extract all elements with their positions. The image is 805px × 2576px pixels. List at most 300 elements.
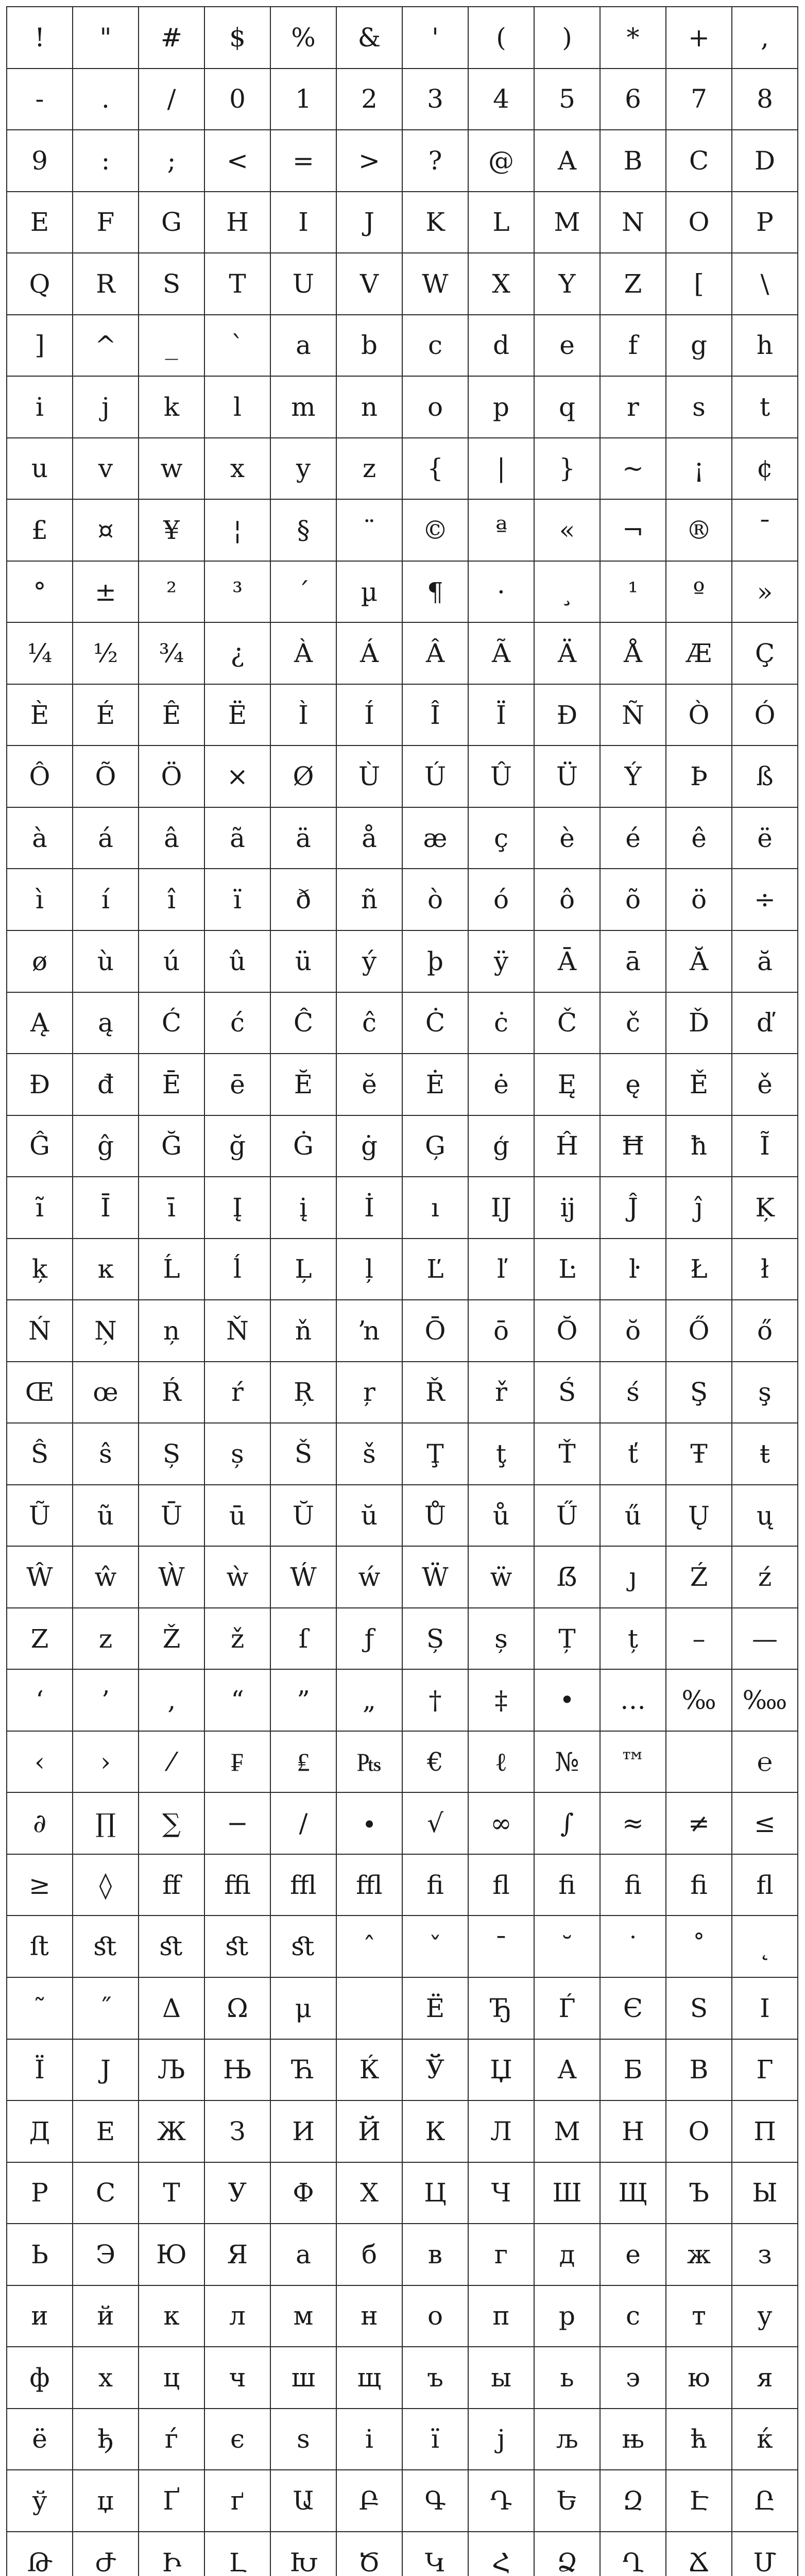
glyph-cell: Â [403, 623, 469, 685]
glyph-cell: o [403, 377, 469, 438]
glyph-cell: R [73, 253, 139, 315]
glyph-cell: Ŗ [271, 1362, 337, 1424]
glyph-cell: Ծ [337, 2532, 403, 2576]
glyph-cell: М [535, 2101, 601, 2163]
glyph-cell: Ĩ [732, 1116, 798, 1178]
glyph-cell: ẁ [205, 1547, 271, 1608]
glyph-cell: û [205, 931, 271, 993]
glyph-cell: 1 [271, 69, 337, 131]
glyph-cell: Ђ [469, 1978, 535, 2040]
glyph-cell: ķ [7, 1239, 73, 1301]
glyph-cell: Ș [139, 1423, 205, 1485]
glyph-cell: 9 [7, 130, 73, 192]
glyph-cell: ó [469, 869, 535, 931]
glyph-cell: ī [139, 1177, 205, 1239]
glyph-cell: P [732, 192, 798, 254]
glyph-cell: ѕ [271, 2409, 337, 2471]
glyph-cell: Ã [469, 623, 535, 685]
glyph-cell: Ĥ [535, 1116, 601, 1178]
glyph-cell: Г [732, 2040, 798, 2102]
glyph-cell: ´ [271, 562, 337, 623]
glyph-cell: ċ [469, 993, 535, 1055]
glyph-cell: Ë [205, 685, 271, 747]
glyph-cell: Է [666, 2470, 732, 2532]
glyph-cell: " [73, 7, 139, 69]
glyph-cell: ș [469, 1608, 535, 1670]
glyph-cell: $ [205, 7, 271, 69]
glyph-cell: € [403, 1732, 469, 1793]
glyph-cell: Բ [337, 2470, 403, 2532]
glyph-cell: ‱ [732, 1670, 798, 1732]
glyph-cell: Ĝ [7, 1116, 73, 1178]
glyph-cell: п [469, 2286, 535, 2348]
glyph-cell: ¿ [205, 623, 271, 685]
glyph-cell: Ž [139, 1608, 205, 1670]
glyph-cell: F [73, 192, 139, 254]
glyph-cell: ⁄ [139, 1732, 205, 1793]
glyph-cell: 5 [535, 69, 601, 131]
glyph-cell: N [601, 192, 666, 254]
glyph-cell: á [73, 808, 139, 870]
glyph-cell: Ї [7, 2040, 73, 2102]
glyph-cell: ℮ [732, 1732, 798, 1793]
glyph-cell: ë [732, 808, 798, 870]
glyph-cell: Մ [732, 2532, 798, 2576]
glyph-cell: ≠ [666, 1793, 732, 1855]
glyph-cell: Ы [732, 2163, 798, 2225]
glyph-cell: ĵ [666, 1177, 732, 1239]
glyph-cell: ñ [337, 869, 403, 931]
glyph-cell: Љ [139, 2040, 205, 2102]
glyph-cell: É [73, 685, 139, 747]
glyph-cell: Ź [666, 1547, 732, 1608]
glyph-cell: ŀ [601, 1239, 666, 1301]
glyph-cell: 3 [403, 69, 469, 131]
glyph-cell: + [666, 7, 732, 69]
glyph-cell: Ĵ [601, 1177, 666, 1239]
glyph-cell: 2 [337, 69, 403, 131]
glyph-cell: Ŕ [139, 1362, 205, 1424]
glyph-cell: k [139, 377, 205, 438]
glyph-cell: Ъ [666, 2163, 732, 2225]
glyph-cell: р [535, 2286, 601, 2348]
glyph-cell: ћ [666, 2409, 732, 2471]
glyph-cell: ф [7, 2347, 73, 2409]
glyph-cell: ² [139, 562, 205, 623]
glyph-cell: Ĉ [271, 993, 337, 1055]
glyph-cell: ĝ [73, 1116, 139, 1178]
glyph-cell: Ю [139, 2224, 205, 2286]
glyph-cell: ç [469, 808, 535, 870]
glyph-cell: Й [337, 2101, 403, 2163]
glyph-cell: ș [205, 1423, 271, 1485]
glyph-cell: ž [205, 1608, 271, 1670]
glyph-cell: г [469, 2224, 535, 2286]
glyph-cell: Њ [205, 2040, 271, 2102]
glyph-cell: ş [732, 1362, 798, 1424]
glyph-cell: ų [732, 1485, 798, 1547]
glyph-cell: Ŝ [7, 1423, 73, 1485]
glyph-cell: ﬁ [666, 1855, 732, 1917]
glyph-cell: ¸ [535, 562, 601, 623]
glyph-cell: a [271, 315, 337, 377]
glyph-cell: ï [205, 869, 271, 931]
glyph-cell: ^ [73, 315, 139, 377]
glyph-cell: í [73, 869, 139, 931]
glyph-cell: о [403, 2286, 469, 2348]
glyph-cell: è [535, 808, 601, 870]
glyph-cell: Ţ [403, 1423, 469, 1485]
glyph-cell: ř [469, 1362, 535, 1424]
glyph-cell: д [535, 2224, 601, 2286]
glyph-cell: C [666, 130, 732, 192]
glyph-cell: Ä [535, 623, 601, 685]
glyph-cell: Ķ [732, 1177, 798, 1239]
glyph-cell: Ů [403, 1485, 469, 1547]
glyph-cell: Ð [535, 685, 601, 747]
glyph-cell: ; [139, 130, 205, 192]
glyph-cell: ň [271, 1300, 337, 1362]
glyph-cell: ¢ [732, 438, 798, 500]
glyph-cell: Å [601, 623, 666, 685]
glyph-cell: ﬃ [205, 1855, 271, 1917]
glyph-cell: Þ [666, 746, 732, 808]
glyph-cell: У [205, 2163, 271, 2225]
glyph-cell: Ĳ [469, 1177, 535, 1239]
glyph-cell: м [271, 2286, 337, 2348]
glyph-cell: ] [7, 315, 73, 377]
glyph-cell: ę [601, 1054, 666, 1116]
glyph-cell: њ [601, 2409, 666, 2471]
glyph-cell: ŕ [205, 1362, 271, 1424]
glyph-cell: Ģ [403, 1116, 469, 1178]
glyph-cell: Ö [139, 746, 205, 808]
glyph-cell: ¨ [337, 500, 403, 562]
glyph-cell: ﬁ [403, 1855, 469, 1917]
glyph-cell: ˉ [469, 1916, 535, 1978]
glyph-cell: Ù [337, 746, 403, 808]
glyph-cell: Զ [601, 2470, 666, 2532]
glyph-cell: H [205, 192, 271, 254]
glyph-cell: Q [7, 253, 73, 315]
glyph-cell: Ē [139, 1054, 205, 1116]
glyph-cell: ś [601, 1362, 666, 1424]
glyph-cell: Ѕ [666, 1978, 732, 2040]
glyph-cell: Ș [403, 1608, 469, 1670]
glyph-cell: \ [732, 253, 798, 315]
glyph-cell: × [205, 746, 271, 808]
glyph-cell: ť [601, 1423, 666, 1485]
glyph-cell: đ [73, 1054, 139, 1116]
glyph-cell: Đ [7, 1054, 73, 1116]
glyph-cell: 7 [666, 69, 732, 131]
glyph-cell: » [732, 562, 798, 623]
glyph-cell: ě [732, 1054, 798, 1116]
glyph-cell: Õ [73, 746, 139, 808]
glyph-cell: Œ [7, 1362, 73, 1424]
glyph-cell: А [535, 2040, 601, 2102]
glyph-cell: ≈ [601, 1793, 666, 1855]
glyph-cell: = [271, 130, 337, 192]
glyph-cell: ﬄ [337, 1855, 403, 1917]
glyph-cell: Ե [535, 2470, 601, 2532]
glyph-cell: # [139, 7, 205, 69]
glyph-cell: ‘ [7, 1670, 73, 1732]
glyph-cell: ẃ [337, 1547, 403, 1608]
glyph-cell: ù [73, 931, 139, 993]
glyph-cell: ³ [205, 562, 271, 623]
glyph-cell: ŭ [337, 1485, 403, 1547]
glyph-cell: – [666, 1608, 732, 1670]
glyph-cell: ê [666, 808, 732, 870]
glyph-cell: Ի [139, 2532, 205, 2576]
glyph-cell: Ճ [666, 2532, 732, 2576]
glyph-cell: ò [403, 869, 469, 931]
glyph-cell: Ը [732, 2470, 798, 2532]
glyph-cell: ĺ [205, 1239, 271, 1301]
glyph-cell: ˛ [732, 1916, 798, 1978]
glyph-cell: ÷ [732, 869, 798, 931]
glyph-cell: } [535, 438, 601, 500]
glyph-cell: u [7, 438, 73, 500]
glyph-cell: Û [469, 746, 535, 808]
glyph-cell: Ќ [337, 2040, 403, 2102]
glyph-cell: h [732, 315, 798, 377]
glyph-cell: Є [601, 1978, 666, 2040]
glyph-cell: Я [205, 2224, 271, 2286]
glyph-cell: ю [666, 2347, 732, 2409]
glyph-cell: Ь [7, 2224, 73, 2286]
glyph-cell: ∫ [535, 1793, 601, 1855]
glyph-cell: b [337, 315, 403, 377]
glyph-cell: Ą [7, 993, 73, 1055]
glyph-cell: ﬂ [469, 1855, 535, 1917]
glyph-cell: ж [666, 2224, 732, 2286]
glyph-cell: Ј [73, 2040, 139, 2102]
glyph-cell: Լ [205, 2532, 271, 2576]
glyph-cell: Ņ [73, 1300, 139, 1362]
glyph-cell: И [271, 2101, 337, 2163]
glyph-cell: Ċ [403, 993, 469, 1055]
glyph-cell: Х [337, 2163, 403, 2225]
glyph-cell: & [337, 7, 403, 69]
glyph-cell: − [205, 1793, 271, 1855]
glyph-cell: ō [469, 1300, 535, 1362]
glyph-cell: ° [7, 562, 73, 623]
glyph-cell: ’ [73, 1670, 139, 1732]
glyph-cell: Ѓ [535, 1978, 601, 2040]
glyph-cell: ∑ [139, 1793, 205, 1855]
glyph-cell: Ğ [139, 1116, 205, 1178]
glyph-cell: v [73, 438, 139, 500]
glyph-cell: T [205, 253, 271, 315]
glyph-cell: Ę [535, 1054, 601, 1116]
glyph-cell: ~ [601, 438, 666, 500]
glyph-cell: î [139, 869, 205, 931]
glyph-cell: Ժ [73, 2532, 139, 2576]
glyph-cell: ü [271, 931, 337, 993]
glyph-cell: й [73, 2286, 139, 2348]
glyph-cell: † [403, 1670, 469, 1732]
glyph-cell: x [205, 438, 271, 500]
glyph-cell: S [139, 253, 205, 315]
glyph-cell: r [601, 377, 666, 438]
glyph-cell: ŵ [73, 1547, 139, 1608]
glyph-cell: Ô [7, 746, 73, 808]
glyph-cell: л [205, 2286, 271, 2348]
glyph-cell: Y [535, 253, 601, 315]
glyph-cell: { [403, 438, 469, 500]
glyph-cell: Ų [666, 1485, 732, 1547]
glyph-cell: ﬀ [139, 1855, 205, 1917]
glyph-cell: ő [732, 1300, 798, 1362]
glyph-cell: ¾ [139, 623, 205, 685]
glyph-cell: Ĺ [139, 1239, 205, 1301]
glyph-cell: ¯ [732, 500, 798, 562]
glyph-cell [337, 1978, 403, 2040]
glyph-cell: Ç [732, 623, 798, 685]
glyph-cell: j [73, 377, 139, 438]
glyph-cell: н [337, 2286, 403, 2348]
glyph-cell: E [7, 192, 73, 254]
glyph-cell: œ [73, 1362, 139, 1424]
glyph-cell: Э [73, 2224, 139, 2286]
glyph-cell: š [337, 1423, 403, 1485]
glyph-cell: _ [139, 315, 205, 377]
glyph-cell: ¹ [601, 562, 666, 623]
glyph-cell: ø [7, 931, 73, 993]
glyph-cell: Գ [403, 2470, 469, 2532]
glyph-cell: æ [403, 808, 469, 870]
glyph-cell: · [469, 562, 535, 623]
glyph-cell: ĳ [535, 1177, 601, 1239]
glyph-cell: Á [337, 623, 403, 685]
glyph-cell: Ŧ [666, 1423, 732, 1485]
glyph-cell: ◊ [73, 1855, 139, 1917]
glyph-cell: к [139, 2286, 205, 2348]
glyph-cell: Џ [469, 2040, 535, 2102]
glyph-cell: и [7, 2286, 73, 2348]
glyph-cell: е [601, 2224, 666, 2286]
glyph-cell: ђ [73, 2409, 139, 2471]
glyph-cell: є [205, 2409, 271, 2471]
glyph-cell: « [535, 500, 601, 562]
glyph-cell: ъ [403, 2347, 469, 2409]
glyph-cell: ű [601, 1485, 666, 1547]
glyph-cell: t [732, 377, 798, 438]
glyph-cell: ĩ [7, 1177, 73, 1239]
glyph-cell: № [535, 1732, 601, 1793]
glyph-cell: º [666, 562, 732, 623]
glyph-cell: ˆ [337, 1916, 403, 1978]
glyph-grid [6, 6, 798, 2576]
glyph-cell: Ć [139, 993, 205, 1055]
glyph-cell: Ï [469, 685, 535, 747]
glyph-cell: μ [271, 1978, 337, 2040]
glyph-cell: ā [601, 931, 666, 993]
glyph-cell: m [271, 377, 337, 438]
glyph-cell: ý [337, 931, 403, 993]
glyph-cell: D [732, 130, 798, 192]
glyph-cell: ∂ [7, 1793, 73, 1855]
glyph-cell: Č [535, 993, 601, 1055]
glyph-cell: ă [732, 931, 798, 993]
glyph-cell: ª [469, 500, 535, 562]
glyph-cell: ď [732, 993, 798, 1055]
glyph-cell: Е [73, 2101, 139, 2163]
glyph-cell: g [666, 315, 732, 377]
glyph-cell: ã [205, 808, 271, 870]
glyph-cell: Ц [403, 2163, 469, 2225]
glyph-cell: B [601, 130, 666, 192]
glyph-cell: L [469, 192, 535, 254]
glyph-cell: ﬆ [271, 1916, 337, 1978]
glyph-cell: ґ [205, 2470, 271, 2532]
glyph-cell: П [732, 2101, 798, 2163]
glyph-cell: n [337, 377, 403, 438]
glyph-cell: K [403, 192, 469, 254]
glyph-cell: Հ [469, 2532, 535, 2576]
glyph-cell: s [666, 377, 732, 438]
glyph-cell: ẅ [469, 1547, 535, 1608]
glyph-cell: İ [337, 1177, 403, 1239]
glyph-cell: ‚ [139, 1670, 205, 1732]
glyph-cell: Ġ [271, 1116, 337, 1178]
glyph-cell: Ф [271, 2163, 337, 2225]
glyph-cell: Ī [73, 1177, 139, 1239]
glyph-cell: ) [535, 7, 601, 69]
glyph-cell: Ẃ [271, 1547, 337, 1608]
glyph-cell: Z [7, 1608, 73, 1670]
glyph-cell: а [271, 2224, 337, 2286]
glyph-cell: І [732, 1978, 798, 2040]
glyph-cell: à [7, 808, 73, 870]
glyph-cell: | [469, 438, 535, 500]
glyph-cell: § [271, 500, 337, 562]
glyph-cell: Ō [403, 1300, 469, 1362]
glyph-cell: Ĕ [271, 1054, 337, 1116]
glyph-cell: Ш [535, 2163, 601, 2225]
glyph-cell: Խ [271, 2532, 337, 2576]
glyph-cell: Æ [666, 623, 732, 685]
glyph-cell: ¦ [205, 500, 271, 562]
glyph-cell: Ա [271, 2470, 337, 2532]
glyph-cell: È [7, 685, 73, 747]
glyph-cell: Р [7, 2163, 73, 2225]
glyph-cell: О [666, 2101, 732, 2163]
glyph-cell: µ [337, 562, 403, 623]
glyph-cell: › [73, 1732, 139, 1793]
glyph-cell: ‹ [7, 1732, 73, 1793]
glyph-cell: ƒ [337, 1608, 403, 1670]
glyph-cell: Ŭ [271, 1485, 337, 1547]
glyph-cell: Ó [732, 685, 798, 747]
glyph-cell: ğ [205, 1116, 271, 1178]
glyph-cell: “ [205, 1670, 271, 1732]
glyph-cell: ∕ [271, 1793, 337, 1855]
glyph-cell: ĕ [337, 1054, 403, 1116]
glyph-cell: ' [403, 7, 469, 69]
glyph-cell: q [535, 377, 601, 438]
glyph-cell: љ [535, 2409, 601, 2471]
glyph-cell: ȷ [601, 1547, 666, 1608]
glyph-cell: „ [337, 1670, 403, 1732]
glyph-cell: ˚ [666, 1916, 732, 1978]
glyph-cell: Ě [666, 1054, 732, 1116]
glyph-cell: z [73, 1608, 139, 1670]
glyph-cell: • [535, 1670, 601, 1732]
glyph-cell: Ղ [601, 2532, 666, 2576]
